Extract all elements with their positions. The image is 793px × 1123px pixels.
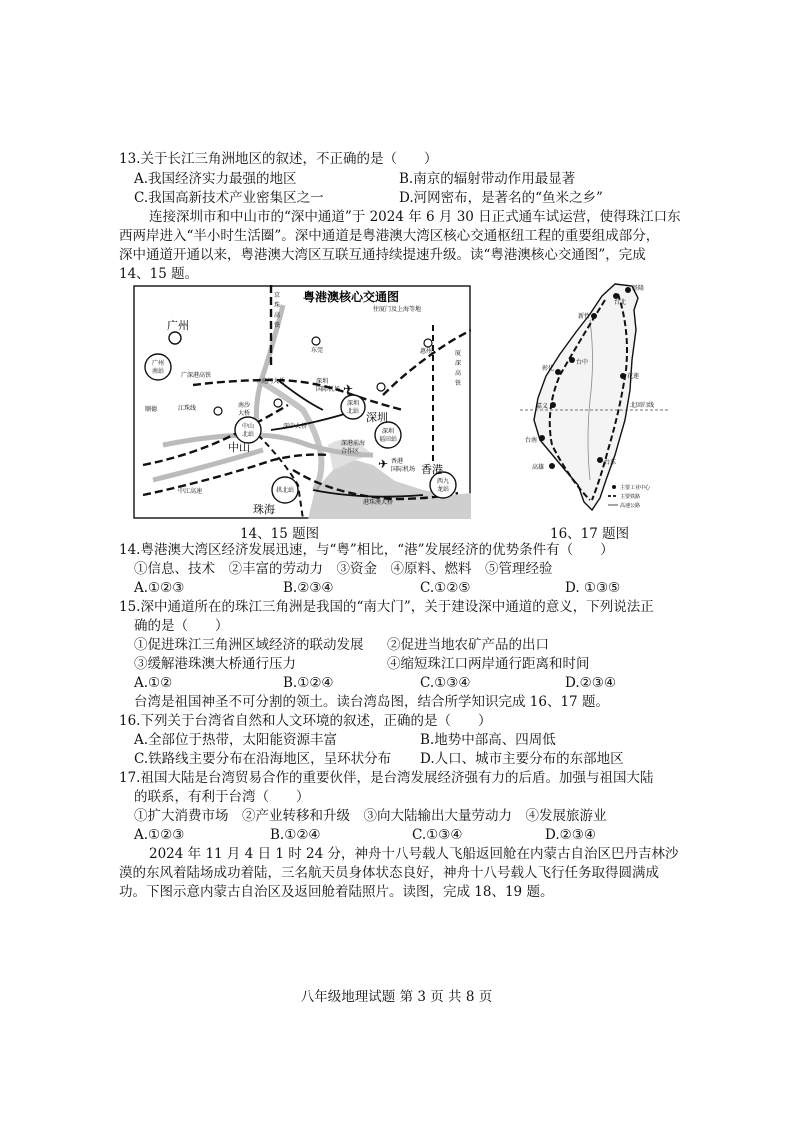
svg-text:深港前海: 深港前海: [341, 440, 366, 447]
svg-text:深圳: 深圳: [316, 378, 329, 385]
svg-text:往厦门及上海等地: 往厦门及上海等地: [373, 306, 422, 313]
svg-text:国际机场: 国际机场: [391, 466, 416, 473]
q15-option-c: C.①③④: [420, 675, 471, 691]
q14-stem: 14.粤港澳大湾区经济发展迅速，与“粤”相比，“港”发展经济的优势条件有（ ）: [119, 542, 614, 558]
svg-text:中江高速: 中江高速: [178, 488, 203, 495]
q16-option-a: A.全部位于热带，太阳能资源丰富: [134, 732, 338, 748]
svg-text:深中大桥: 深中大桥: [283, 423, 308, 430]
q14-option-c: C.①②⑤: [420, 580, 471, 596]
q15-item-1: ①促进珠江三角洲区域经济的联动发展: [134, 637, 364, 653]
intro-1415-line-1: 连接深圳市和中山市的“深中通道”于 2024 年 6 月 30 日正式通车试运营，使得珠江口东: [149, 209, 681, 225]
svg-text:深圳: 深圳: [346, 400, 360, 407]
svg-text:惠州: 惠州: [420, 348, 433, 355]
svg-text:南沙: 南沙: [238, 402, 251, 409]
q16-option-b: B.地势中部高、四周低: [420, 732, 556, 748]
svg-text:彰化: 彰化: [542, 365, 555, 372]
q13-stem: 13.关于长江三角洲地区的叙述，不正确的是（ ）: [119, 151, 438, 167]
q15-stem-2: 确的是（ ）: [134, 618, 229, 634]
svg-text:虎门大桥: 虎门大桥: [261, 378, 286, 385]
q14-option-b: B.②③④: [283, 580, 334, 596]
intro-1617: 台湾是祖国神圣不可分割的领土。读台湾岛图，结合所学知识完成 16、17 题。: [134, 694, 609, 710]
q15-option-d: D.②③④: [565, 675, 616, 691]
svg-text:高: 高: [455, 370, 462, 377]
svg-text:✈: ✈: [342, 382, 354, 396]
q17-items: ①扩大消费市场 ②产业转移和升级 ③向大陆输出大量劳动力 ④发展旅游业: [134, 808, 607, 824]
svg-text:广深港高铁: 广深港高铁: [181, 372, 212, 379]
q17-stem-2: 的联系，有利于台湾（ ）: [134, 789, 310, 805]
gba-traffic-map: [133, 285, 471, 519]
q17-stem: 17.祖国大陆是台湾贸易合作的重要伙伴，是台湾发展经济强有力的后盾。加强与祖国大陆: [119, 770, 654, 786]
intro-1819-line-1: 2024 年 11 月 4 日 1 时 24 分，神舟十八号载人飞船返回舱在内蒙古自治区巴丹吉林沙: [149, 846, 679, 862]
q15-stem: 15.深中通道所在的珠江三角洲是我国的“南大门”，关于建设深中通道的意义，下列说法正: [119, 599, 654, 615]
svg-text:厦: 厦: [455, 350, 462, 357]
svg-text:台北: 台北: [614, 299, 627, 306]
map2-caption: 16、17 题图: [550, 526, 630, 542]
q15-option-a: A.①②: [134, 675, 173, 691]
q17-option-c: C.①③④: [412, 827, 463, 843]
svg-text:福田站: 福田站: [378, 436, 398, 443]
svg-text:✈: ✈: [377, 457, 389, 471]
svg-text:北站: 北站: [346, 408, 360, 415]
q16-stem: 16.下列关于台湾省自然和人文环境的叙述，正确的是（ ）: [119, 713, 492, 729]
map1-caption: 14、15 题图: [240, 526, 320, 542]
q14-option-d: D. ①③⑤: [565, 580, 621, 596]
intro-1819-line-3: 功。下图示意内蒙古自治区及返回舱着陆照片。读图，完成 18、19 题。: [119, 884, 554, 900]
svg-text:东莞: 东莞: [311, 347, 324, 354]
q15-item-4: ④缩短珠江口两岸通行距离和时间: [387, 656, 590, 672]
svg-text:珠: 珠: [274, 302, 281, 309]
page-footer: 八年级地理试题 第 3 页 共 8 页: [300, 989, 493, 1005]
svg-text:国际机场: 国际机场: [316, 386, 341, 393]
svg-text:新竹: 新竹: [578, 313, 591, 320]
intro-1415-line-2: 西两岸进入“半小时生活圈”。深中通道是粤港澳大湾区核心交通枢纽工程的重要组成部分，: [119, 228, 660, 244]
q15-option-b: B.①②④: [283, 675, 334, 691]
svg-text:台东: 台东: [604, 459, 617, 466]
svg-text:嘉义: 嘉义: [536, 403, 549, 410]
svg-text:广州: 广州: [151, 360, 165, 367]
q16-option-c: C.铁路线主要分布在沿海地区，呈环状分布: [134, 751, 392, 767]
svg-text:合作区: 合作区: [341, 448, 360, 455]
q15-item-3: ③缓解港珠澳大桥通行压力: [134, 656, 296, 672]
q14-items: ①信息、技术 ②丰富的劳动力 ③资金 ④原料、燃料 ⑤管理经验: [134, 561, 553, 577]
svg-text:京: 京: [274, 292, 281, 299]
svg-text:龙站: 龙站: [436, 486, 450, 493]
map1-hongkong: 香港: [421, 463, 443, 476]
svg-text:台中: 台中: [576, 359, 589, 366]
svg-text:顺德: 顺德: [145, 406, 158, 413]
q17-option-d: D.②③④: [545, 827, 596, 843]
svg-text:江珠线: 江珠线: [178, 405, 197, 412]
svg-text:铁: 铁: [274, 322, 281, 329]
intro-1819-line-2: 漠的东风着陆场成功着陆，三名航天员身体状态良好，神舟十八号载人飞行任务取得圆满成: [119, 865, 659, 881]
q13-option-d: D.河网密布，是著名的“鱼米之乡”: [399, 190, 603, 206]
q17-option-b: B.①②④: [270, 827, 321, 843]
svg-text:高雄: 高雄: [532, 464, 545, 471]
svg-text:深: 深: [455, 360, 462, 367]
taiwan-map: [520, 280, 670, 520]
map1-guangzhou: 广州: [167, 319, 189, 332]
svg-text:大桥: 大桥: [238, 410, 251, 417]
svg-text:北站: 北站: [241, 431, 255, 438]
svg-text:港珠澳大桥: 港珠澳大桥: [363, 499, 394, 506]
svg-text:高速公路: 高速公路: [620, 503, 641, 509]
q13-option-a: A.我国经济实力最强的地区: [134, 171, 297, 187]
intro-1415-line-4: 14、15 题。: [119, 266, 199, 282]
q13-option-b: B.南京的辐射带动作用最显著: [399, 171, 576, 187]
svg-text:台南: 台南: [525, 437, 538, 444]
map1-title: 粤港澳核心交通图: [303, 290, 400, 304]
svg-text:深圳: 深圳: [381, 428, 395, 435]
svg-text:南站: 南站: [151, 368, 165, 375]
svg-text:基隆: 基隆: [632, 285, 645, 292]
map2-tropic-label: 北回归线: [630, 402, 655, 409]
q17-option-a: A.①②③: [134, 827, 185, 843]
q15-item-2: ②促进当地农矿产品的出口: [387, 637, 549, 653]
svg-text:香港: 香港: [391, 458, 404, 465]
svg-text:主要铁路: 主要铁路: [620, 494, 641, 500]
q16-option-d: D.人口、城市主要分布的东部地区: [420, 751, 624, 767]
map1-zhuhai: 珠海: [253, 503, 275, 516]
intro-1415-line-3: 深中通道开通以来，粤港澳大湾区互联互通持续提速升级。读“粤港澳核心交通图”，完成: [119, 247, 646, 263]
q14-option-a: A.①②③: [134, 580, 185, 596]
map1-zhongshan: 中山: [228, 441, 250, 454]
svg-text:花莲: 花莲: [627, 373, 640, 380]
q13-option-c: C.我国高新技术产业密集区之一: [134, 190, 324, 206]
svg-text:西九: 西九: [436, 478, 450, 485]
svg-text:中山: 中山: [241, 423, 255, 430]
svg-text:拱北站: 拱北站: [275, 487, 295, 494]
map1-shenzhen: 深圳: [366, 411, 388, 424]
svg-text:铁: 铁: [455, 380, 462, 387]
svg-text:高: 高: [274, 312, 281, 319]
svg-text:主要工业中心: 主要工业中心: [620, 485, 651, 491]
